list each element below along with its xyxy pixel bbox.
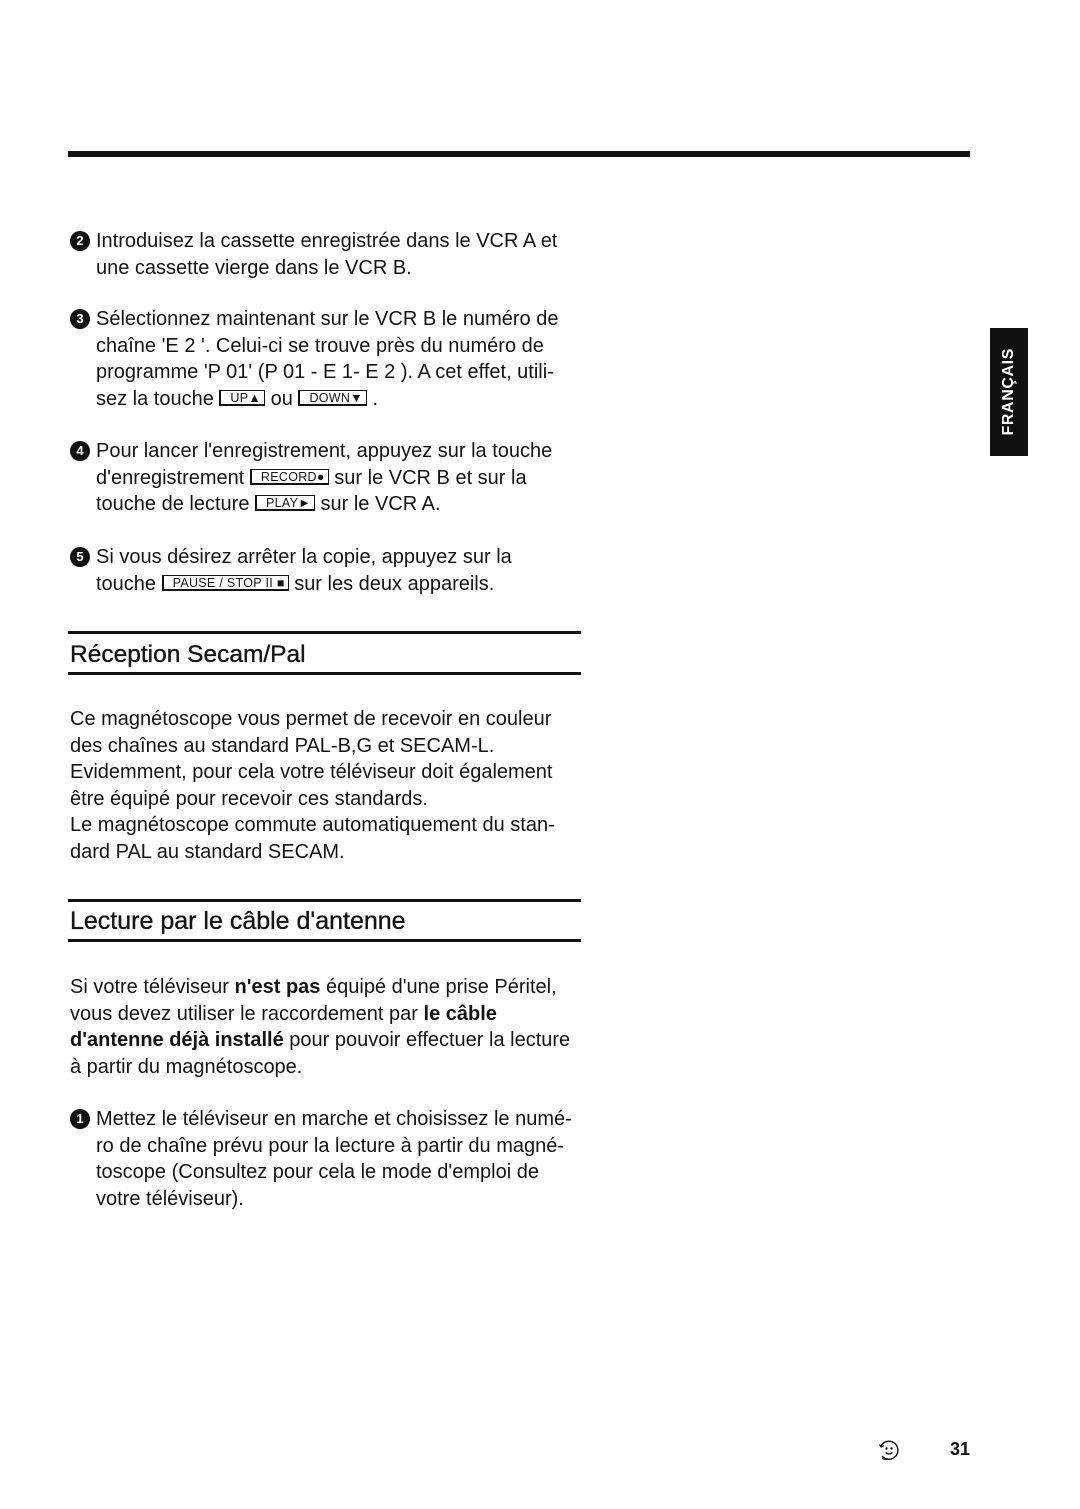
key-label-down: DOWN▼ bbox=[298, 390, 366, 406]
step-text: sez la touche bbox=[96, 387, 214, 410]
section-rule-top bbox=[68, 631, 581, 634]
key-label-record: RECORD● bbox=[250, 469, 329, 485]
antenna-step-1 bbox=[70, 1106, 610, 1212]
step-number-badge: 1 bbox=[70, 1109, 90, 1129]
key-label-up: UP▲ bbox=[219, 390, 265, 406]
step-number-badge: 3 bbox=[70, 309, 90, 329]
language-tab-label: FRANÇAIS bbox=[1000, 348, 1017, 436]
step-text-line: Mettez le téléviseur en marche et choisissez le numé- bbox=[96, 1108, 572, 1130]
copy-step-5 bbox=[70, 544, 610, 597]
step-text-line: Si vous désirez arrêter la copie, appuyez sur la bbox=[96, 546, 512, 568]
step-text-line: Sélectionnez maintenant sur le VCR B le numéro de bbox=[96, 308, 559, 330]
step-text: sur le VCR B et sur la bbox=[334, 466, 527, 489]
step-number-badge: 2 bbox=[70, 231, 90, 251]
paragraph-line bbox=[70, 1001, 610, 1028]
language-tab bbox=[990, 328, 1028, 456]
step-number-badge: 4 bbox=[70, 441, 90, 461]
step-text-line: une cassette vierge dans le VCR B. bbox=[96, 256, 412, 279]
step-text: touche bbox=[96, 572, 157, 595]
key-label-pause-stop: PAUSE / STOP II ■ bbox=[162, 575, 289, 591]
section-rule-top bbox=[68, 899, 581, 902]
paragraph-line: des chaînes au standard PAL-B,G et SECAM-L. bbox=[70, 734, 495, 757]
paragraph-line: dard PAL au standard SECAM. bbox=[70, 840, 345, 863]
step-text: d'enregistrement bbox=[96, 466, 245, 489]
copy-step-3 bbox=[70, 306, 610, 412]
step-text-line bbox=[96, 465, 610, 492]
step-text-line: ro de chaîne prévu pour la lecture à partir du magné- bbox=[96, 1134, 565, 1157]
step-text-line: toscope (Consultez pour cela le mode d'emploi de bbox=[96, 1161, 539, 1183]
paragraph-text: Si votre téléviseur bbox=[70, 976, 229, 998]
step-text: ou bbox=[270, 387, 293, 410]
environment-icon bbox=[876, 1437, 902, 1463]
paragraph-bold-text: d'antenne déjà installé bbox=[70, 1029, 284, 1051]
key-label-play: PLAY► bbox=[255, 495, 315, 511]
page-number: 31 bbox=[950, 1439, 971, 1459]
step-text-line: Pour lancer l'enregistrement, appuyez sur la touche bbox=[96, 440, 553, 462]
step-text-line: chaîne 'E 2 '. Celui-ci se trouve près du numéro de bbox=[96, 334, 544, 357]
paragraph-line: Evidemment, pour cela votre téléviseur doit également bbox=[70, 761, 553, 783]
paragraph-line: à partir du magnétoscope. bbox=[70, 1055, 303, 1078]
paragraph-line: Ce magnétoscope vous permet de recevoir en couleur bbox=[70, 708, 552, 730]
copy-step-4 bbox=[70, 438, 610, 518]
step-text: touche de lecture bbox=[96, 493, 250, 515]
step-text-line bbox=[96, 571, 610, 598]
paragraph-bold-text: le câble bbox=[423, 1002, 497, 1025]
copy-step-2 bbox=[70, 228, 610, 281]
paragraph-bold-text: n'est pas bbox=[234, 976, 321, 998]
section-heading-antenna: Lecture par le câble d'antenne bbox=[70, 907, 406, 935]
paragraph-line bbox=[70, 1027, 610, 1054]
step-text-line: Introduisez la cassette enregistrée dans le VCR A et bbox=[96, 230, 558, 252]
paragraph-line: Le magnétoscope commute automatiquement du stan- bbox=[70, 814, 555, 836]
paragraph-line: être équipé pour recevoir ces standards. bbox=[70, 787, 428, 810]
step-text-line bbox=[96, 491, 610, 518]
paragraph-text: vous devez utiliser le raccordement par bbox=[70, 1002, 418, 1025]
antenna-paragraph bbox=[70, 974, 610, 1080]
step-text: . bbox=[372, 387, 379, 410]
step-text: sur le VCR A. bbox=[320, 493, 441, 515]
step-number-badge: 5 bbox=[70, 547, 90, 567]
paragraph-text: équipé d'une prise Péritel, bbox=[326, 976, 557, 998]
step-text: sur les deux appareils. bbox=[294, 572, 495, 595]
paragraph-text: pour pouvoir effectuer la lecture bbox=[289, 1029, 571, 1051]
top-rule bbox=[68, 151, 970, 157]
reception-paragraph bbox=[70, 706, 610, 865]
section-rule-bottom bbox=[68, 939, 581, 942]
section-heading-reception: Réception Secam/Pal bbox=[70, 641, 306, 668]
step-text-line bbox=[96, 386, 610, 413]
step-text-line: programme 'P 01' (P 01 - E 1- E 2 ). A cet effet, utili- bbox=[96, 361, 554, 383]
section-rule-bottom bbox=[68, 672, 581, 675]
step-text-line: votre téléviseur). bbox=[96, 1187, 244, 1210]
paragraph-line bbox=[70, 974, 610, 1001]
